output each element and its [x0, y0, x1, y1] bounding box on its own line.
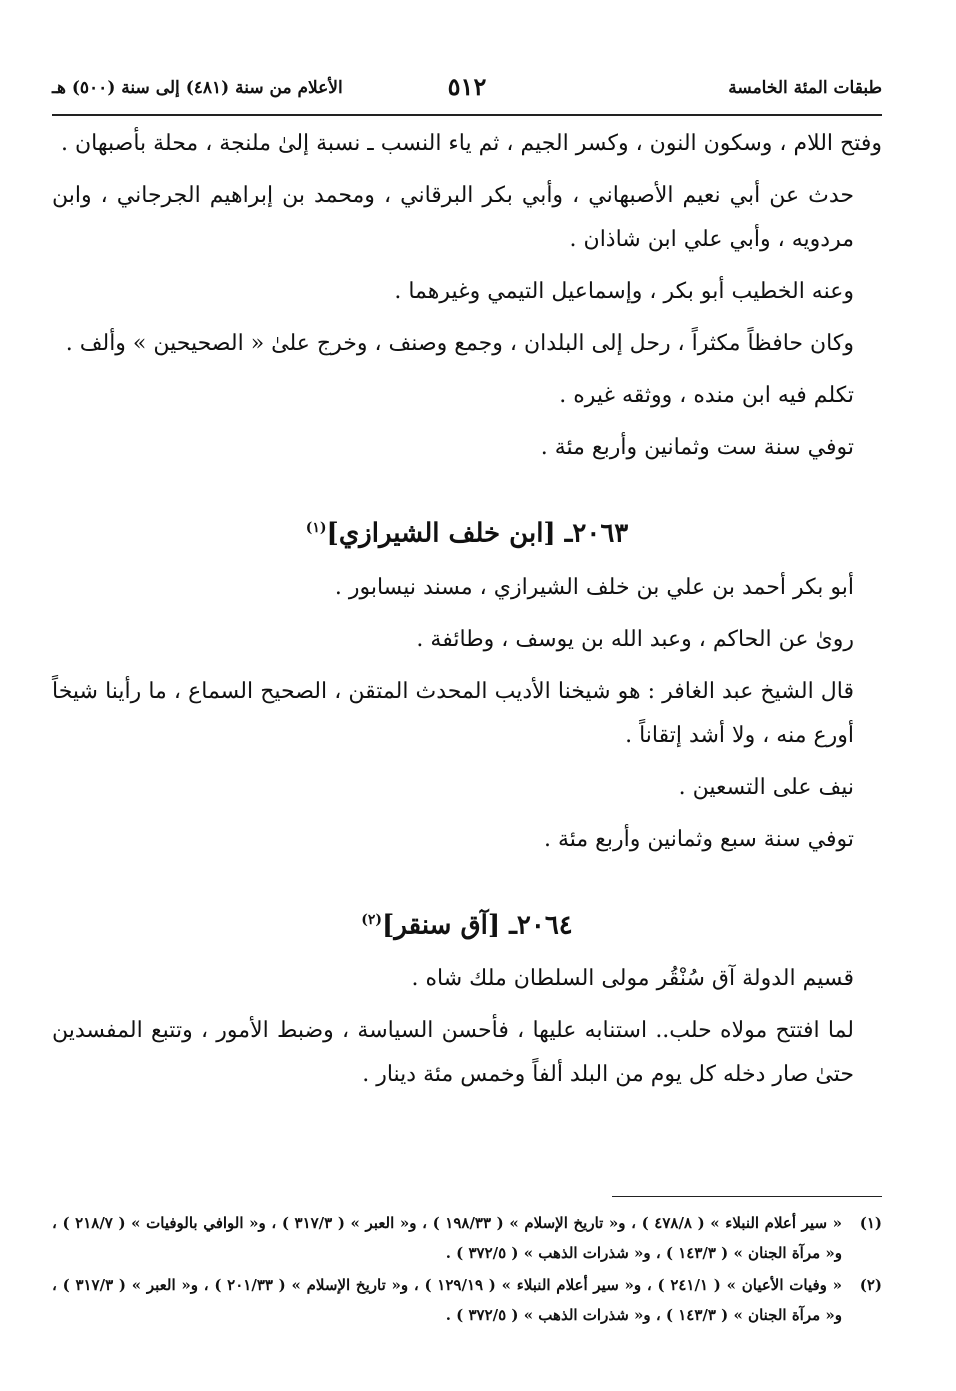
footnote-text: « وفيات الأعيان » ( ٢٤١/١ ) ، و« سير أعلام النبلاء » ( ١٢٩/١٩ ) ، و« تاريخ الإسلام » ( ٢٠١/٣٣ ) ، و« العبر » ( ٣١٧/٣ ) ، و« مرآة الجنان » ( ١٤٣/٣ ) ، و« شذرات الذهب » ( ٣٧٢/٥ ) . [52, 1276, 843, 1324]
footnotes [52, 1208, 882, 1332]
footnote-ref[interactable]: (٢) [361, 911, 383, 928]
entry-heading [52, 506, 882, 556]
entry-title: ٢٠٦٤ـ [آق سنقر] [382, 910, 573, 941]
running-header [52, 70, 882, 110]
entry-paragraph: لما افتتح مولاه حلب.. استنابه عليها ، فأحسن السياسة ، وضبط الأمور ، وتتبع المفسدين حتىٰ صار دخله كل يوم من البلد ألفاً وخمس مئة دينار . [52, 1018, 854, 1088]
main-text [52, 122, 882, 1105]
entry-paragraph: قال الشيخ عبد الغافر : هو شيخنا الأديب المحدث المتقن ، الصحيح السماع ، ما رأينا شيخاً أورع منه ، ولا أشد إتقاناً . [52, 678, 854, 748]
entry-heading [52, 898, 882, 948]
footnote-text: « سير أعلام النبلاء » ( ٤٧٨/٨ ) ، و« تاريخ الإسلام » ( ١٩٨/٣٣ ) ، و« العبر » ( ٣١٧/٣ ) ، و« الوافي بالوفيات » ( ٢١٨/٧ ) ، و« مرآة الجنان » ( ١٤٣/٣ ) ، و« شذرات الذهب » ( ٣٧٢/٥ ) . [52, 1214, 842, 1262]
footnote-number: (١) [859, 1214, 882, 1232]
entry-title: ٢٠٦٣ـ [ابن خلف الشيرازي] [326, 518, 629, 549]
continuation-paragraph: حدث عن أبي نعيم الأصبهاني ، وأبي بكر البرقاني ، ومحمد بن إبراهيم الجرجاني ، وابن مردويه ، وأبي علي ابن شاذان . [52, 183, 854, 252]
footnote-number: (٢) [859, 1276, 882, 1294]
footnote [52, 1208, 882, 1268]
continuation-paragraph: وعنه الخطيب أبو بكر ، وإسماعيل التيمي وغيرهما . [394, 279, 854, 304]
book-page [52, 70, 882, 1370]
entry-paragraph: أبو بكر أحمد بن علي بن خلف الشيرازي ، مسند نيسابور . [334, 574, 854, 600]
section-title: طبقات المئة الخامسة [728, 78, 882, 98]
continuation-paragraph: وفتح اللام ، وسكون النون ، وكسر الجيم ، ثم ياء النسب ـ نسبة إلىٰ ملنجة ، محلة بأصبهان . [61, 131, 882, 156]
continuation-paragraph: وكان حافظاً مكثراً ، رحل إلى البلدان ، وجمع وصنف ، وخرج علىٰ « الصحيحين » وألف . [65, 331, 854, 356]
footnote [52, 1270, 882, 1330]
entry-paragraph: نيف على التسعين . [678, 774, 854, 800]
entry-paragraph: روىٰ عن الحاكم ، وعبد الله بن يوسف ، وطائفة . [416, 626, 854, 652]
header-divider [52, 114, 882, 116]
continuation-paragraph: تكلم فيه ابن منده ، ووثقه غيره . [559, 383, 854, 408]
footnote-ref[interactable]: (١) [305, 520, 327, 536]
entry-paragraph: قسيم الدولة آق سُنْقُر مولى السلطان ملك شاه . [411, 966, 854, 992]
entry-paragraph: توفي سنة سبع وثمانين وأربع مئة . [543, 826, 854, 852]
footnote-divider [612, 1196, 882, 1197]
page-number: ٥١٢ [447, 72, 487, 101]
continuation-paragraph: توفي سنة ست وثمانين وأربع مئة . [540, 435, 854, 460]
volume-range: الأعلام من سنة (٤٨١) إلى سنة (٥٠٠) هـ [52, 78, 343, 98]
